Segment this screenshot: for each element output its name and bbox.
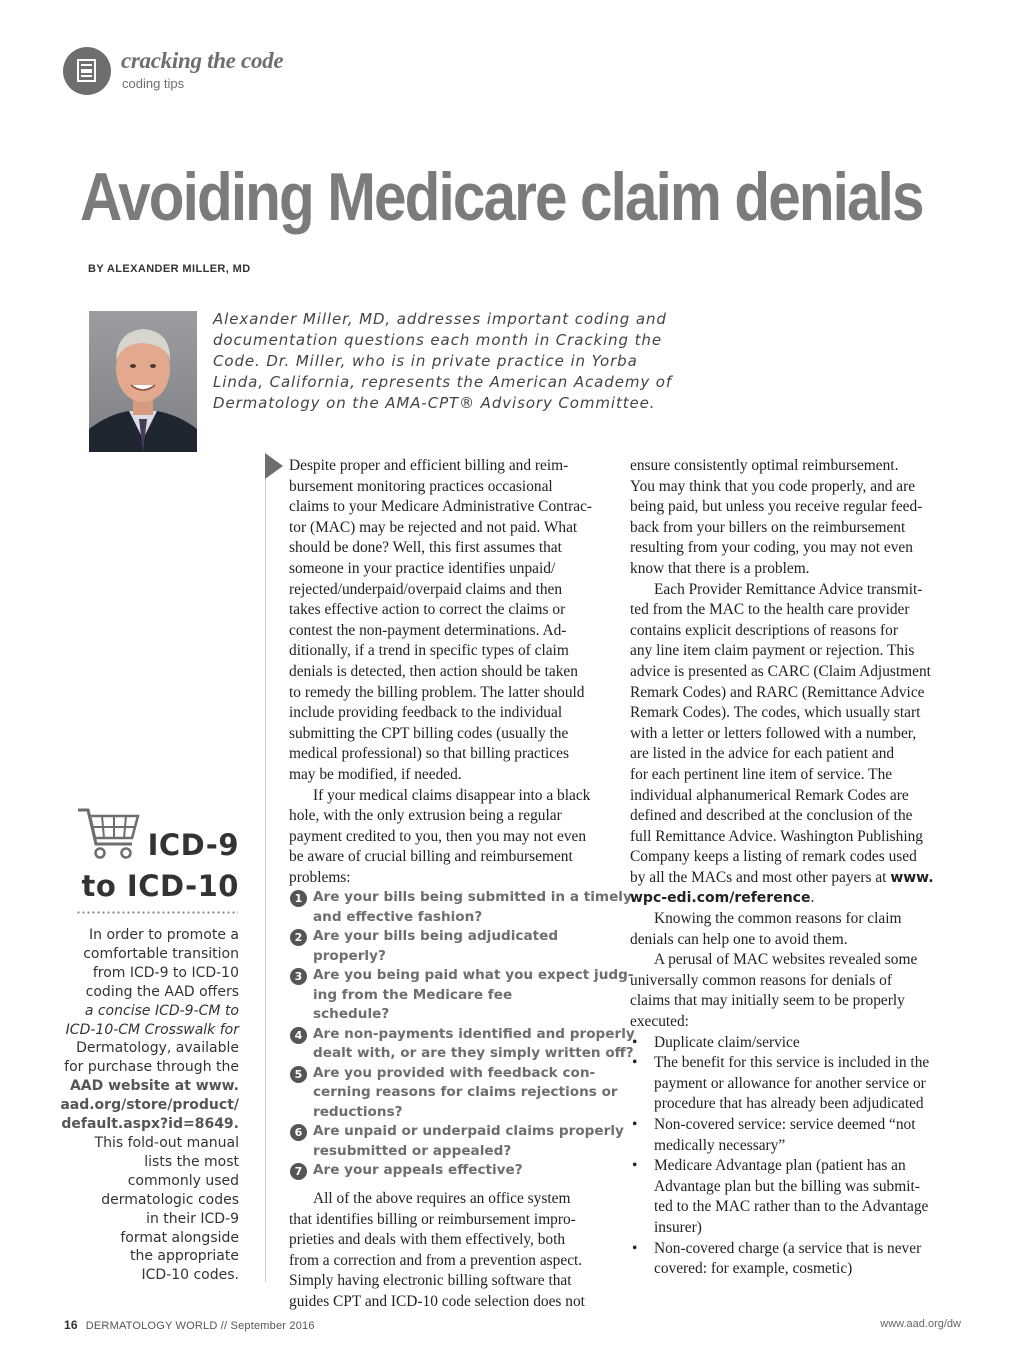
text-line: denials is detected, then action should be taken: [289, 662, 578, 680]
text-line: Simply having electronic billing software that: [289, 1272, 572, 1290]
sidebar-line: from ICD-9 to ICD-10: [92, 964, 239, 981]
column-divider: [265, 456, 266, 1282]
intro-line: documentation questions each month in Cracking the: [213, 331, 662, 349]
question-list: [289, 888, 635, 1181]
text-line: If your medical claims disappear into a black: [313, 786, 591, 804]
article-headline: Avoiding Medicare claim denials: [80, 159, 923, 235]
text-line: executed:: [630, 1013, 689, 1031]
sidebar-line: a concise ICD-9-CM to: [84, 1002, 239, 1019]
list-item: [630, 1053, 960, 1115]
paragraph: [630, 580, 960, 910]
sidebar-title: to ICD-10: [81, 869, 239, 903]
text-line: rejected/underpaid/overpaid claims and then: [289, 580, 563, 598]
text-line: You may think that you code properly, and are: [630, 477, 916, 495]
page-number: 16: [64, 1318, 78, 1332]
text-line: submitting the CPT billing codes (usually the: [289, 724, 569, 742]
text-line: universally common reasons for denials of: [630, 971, 893, 989]
sidebar-line: Dermatology, available: [76, 1040, 239, 1057]
question-line: reductions?: [313, 1103, 403, 1120]
question-line: Are you being paid what you expect judg-: [313, 967, 634, 984]
article-column-1: [289, 456, 635, 1313]
text-line: A perusal of MAC websites revealed some: [654, 951, 918, 969]
text-line: tor (MAC) may be rejected and not paid. What: [289, 518, 578, 536]
text-line: contest the non-payment determinations. Ad-: [289, 621, 567, 639]
sidebar-line: format alongside: [120, 1229, 239, 1246]
number-badge: 4: [290, 1027, 307, 1044]
bullet-icon: •: [632, 1033, 638, 1051]
sidebar-line: dermatologic codes: [101, 1191, 239, 1208]
text-line: Remark Codes) and RARC (Remittance Advice: [630, 683, 925, 701]
sidebar-line: lists the most: [144, 1153, 239, 1170]
sidebar-line: ICD-10-CM Crosswalk for: [65, 1021, 239, 1038]
text-line: Non-covered charge (a service that is never: [654, 1239, 922, 1257]
text-line: problems:: [289, 868, 351, 886]
text-line: being paid, but unless you receive regular feed-: [630, 498, 923, 516]
text-line: someone in your practice identifies unpaid/: [289, 559, 556, 577]
number-badge: 3: [290, 968, 307, 985]
document-icon: [76, 59, 98, 83]
text-line: ted to the MAC rather than to the Advantage: [654, 1198, 929, 1216]
number-badge: 1: [290, 890, 307, 907]
sidebar-body: [56, 926, 239, 1285]
text-line: prieties and deals with them effectively, both: [289, 1231, 566, 1249]
text-line: denials can help one to avoid them.: [630, 930, 848, 948]
text-line: include providing feedback to the individual: [289, 704, 563, 722]
text-line: All of the above requires an office system: [313, 1189, 571, 1207]
text-line: Remark Codes). The codes, which usually start: [630, 704, 921, 722]
wpc-link[interactable]: www.: [890, 869, 934, 886]
text-line: should be done? Well, this first assumes that: [289, 539, 562, 557]
paragraph: [630, 950, 960, 1032]
question-line: dealt with, or are they simply written off?: [313, 1045, 634, 1062]
number-badge: 2: [290, 929, 307, 946]
number-badge: 6: [290, 1124, 307, 1141]
byline: BY ALEXANDER MILLER, MD: [88, 263, 251, 275]
sidebar-line: commonly used: [127, 1172, 239, 1189]
question-line: resubmitted or appealed?: [313, 1142, 512, 1159]
text-line: hole, with the only extrusion being a regular: [289, 807, 562, 825]
sidebar-line: In order to promote a: [89, 927, 239, 943]
text-line: Medicare Advantage plan (patient has an: [654, 1157, 906, 1175]
footer-publication: [64, 1318, 315, 1332]
section-badge: [63, 47, 111, 95]
text-line: Knowing the common reasons for claim: [654, 910, 902, 928]
sidebar-line: for purchase through the: [64, 1059, 239, 1076]
text-line: medical professional) so that billing practices: [289, 745, 569, 763]
start-arrow-icon: [265, 453, 283, 479]
sidebar-line: This fold-out manual: [94, 1134, 239, 1151]
question-line: Are your appeals effective?: [313, 1162, 523, 1179]
bullet-icon: •: [632, 1239, 638, 1257]
text-line: back from your billers on the reimbursement: [630, 518, 906, 536]
text-line: from a correction and from a prevention aspect.: [289, 1251, 583, 1269]
intro-line: Dermatology on the AMA-CPT® Advisory Committee.: [213, 394, 656, 412]
store-link[interactable]: aad.org/store/product/: [60, 1097, 239, 1114]
question-line: schedule?: [313, 1006, 390, 1023]
question-line: Are unpaid or underpaid claims properly: [313, 1123, 624, 1140]
text-line: may be modified, if needed.: [289, 765, 462, 783]
question-line: and effective fashion?: [313, 908, 483, 925]
text-line: to remedy the billing problem. The latter should: [289, 683, 585, 701]
bullet-icon: •: [632, 1116, 638, 1133]
text-line: resulting from your coding, you may not even: [630, 539, 913, 557]
text-line: Non-covered service: service deemed “not: [654, 1116, 916, 1133]
text-line: insurer): [654, 1218, 702, 1236]
publication-name: DERMATOLOGY WORLD // September 2016: [85, 1320, 315, 1332]
text-line: any line item claim payment or rejection. This: [630, 642, 915, 660]
text-line: advice is presented as CARC (Claim Adjustment: [630, 662, 931, 680]
list-item: [630, 1156, 960, 1238]
author-photo: [89, 311, 197, 452]
list-item: [289, 1025, 635, 1064]
sidebar-line: comfortable transition: [83, 945, 239, 962]
text-line: ditionally, if a trend in specific types of claim: [289, 642, 569, 660]
sidebar-line: the appropriate: [129, 1248, 239, 1265]
list-item: [289, 888, 632, 927]
text-line: know that there is a problem.: [630, 559, 810, 577]
number-badge: 7: [290, 1163, 307, 1180]
sidebar-title: ICD-9: [147, 828, 239, 862]
bullet-icon: •: [632, 1054, 638, 1072]
text-line: Each Provider Remittance Advice transmit-: [654, 580, 923, 598]
list-item: [289, 927, 619, 966]
section-title: cracking the code: [121, 48, 284, 73]
article-column-2: [630, 456, 960, 1280]
text-line: Company keeps a listing of remark codes used: [630, 848, 917, 866]
number-badge: 5: [290, 1066, 307, 1083]
list-item: [289, 1161, 619, 1181]
text-line: covered: for example, cosmetic): [654, 1260, 853, 1278]
text-line: claims to your Medicare Administrative Contrac-: [289, 498, 593, 516]
text-line: payment or allowance for another service or: [654, 1074, 926, 1092]
text-line: defined and described at the conclusion of the: [630, 807, 913, 825]
text-line: takes effective action to correct the claims or: [289, 601, 566, 619]
text-line: [630, 888, 960, 909]
text-line: ensure consistently optimal reimbursement.: [630, 457, 899, 474]
intro-line: Alexander Miller, MD, addresses important coding and: [213, 310, 667, 328]
text-line: that identifies billing or reimbursement impro-: [289, 1210, 576, 1228]
text-line: bursement monitoring practices occasional: [289, 477, 553, 495]
sidebar-line: in their ICD-9: [146, 1210, 239, 1227]
text-line: claims that may initially seem to be properly: [630, 992, 905, 1010]
intro-line: Code. Dr. Miller, who is in private practice in Yorba: [213, 352, 638, 370]
store-link[interactable]: default.aspx?id=8649.: [61, 1116, 239, 1133]
paragraph: [630, 456, 960, 580]
question-line: Are non-payments identified and properly: [313, 1025, 635, 1042]
list-item: [289, 1122, 624, 1161]
sidebar-line: ICD-10 codes.: [141, 1267, 239, 1284]
author-intro: [213, 309, 673, 414]
text-segment: .: [810, 889, 815, 907]
sidebar-line: coding the AAD offers: [85, 983, 239, 1000]
paragraph: [630, 909, 960, 950]
question-line: ing from the Medicare fee: [313, 986, 513, 1003]
text-line: full Remittance Advice. Washington Publishing: [630, 827, 924, 845]
list-item: [289, 1064, 619, 1123]
intro-line: Linda, California, represents the American Academy of: [213, 373, 673, 391]
paragraph: [289, 786, 619, 889]
list-item: [630, 1115, 960, 1156]
list-item: [289, 966, 634, 1025]
bullet-list: [630, 1033, 960, 1280]
text-segment: by all the MACs and most other payers at: [630, 868, 891, 886]
text-line: contains explicit descriptions of reasons for: [630, 621, 898, 639]
wpc-link[interactable]: wpc-edi.com/reference: [630, 890, 811, 907]
text-line: Despite proper and efficient billing and reim-: [289, 457, 569, 474]
text-line: Duplicate claim/service: [654, 1033, 800, 1051]
text-line: medically necessary”: [654, 1136, 786, 1154]
text-line: ted from the MAC to the health care provider: [630, 601, 910, 619]
list-item: [630, 1033, 960, 1054]
bullet-icon: •: [632, 1157, 638, 1175]
text-line: with a letter or letters followed with a number,: [630, 724, 917, 742]
text-line: Advantage plan but the billing was submit-: [654, 1177, 920, 1195]
text-line: The benefit for this service is included in the: [654, 1054, 930, 1072]
text-line: be aware of crucial billing and reimbursement: [289, 848, 573, 866]
section-subtitle: coding tips: [122, 76, 185, 91]
question-line: Are your bills being submitted in a timely: [313, 889, 632, 906]
question-line: properly?: [313, 947, 386, 964]
dotted-divider: [76, 911, 238, 914]
paragraph: [289, 456, 619, 786]
text-line: [630, 868, 960, 889]
footer-url[interactable]: www.aad.org/dw: [880, 1318, 961, 1330]
question-line: Are your bills being adjudicated: [313, 928, 559, 945]
text-line: guides CPT and ICD-10 code selection does not: [289, 1292, 585, 1310]
paragraph: [289, 1189, 619, 1313]
text-line: for each pertinent line item of service. The: [630, 765, 893, 783]
text-line: are listed in the advice for each patient and: [630, 745, 895, 763]
question-line: cerning reasons for claims rejections or: [313, 1084, 618, 1101]
text-line: payment credited to you, then you may not even: [289, 827, 587, 845]
question-line: Are you provided with feedback con-: [313, 1064, 596, 1081]
text-line: individual alphanumerical Remark Codes are: [630, 786, 909, 804]
list-item: [630, 1239, 960, 1280]
store-link[interactable]: AAD website at www.: [69, 1078, 239, 1095]
text-line: procedure that has already been adjudicated: [654, 1095, 924, 1113]
